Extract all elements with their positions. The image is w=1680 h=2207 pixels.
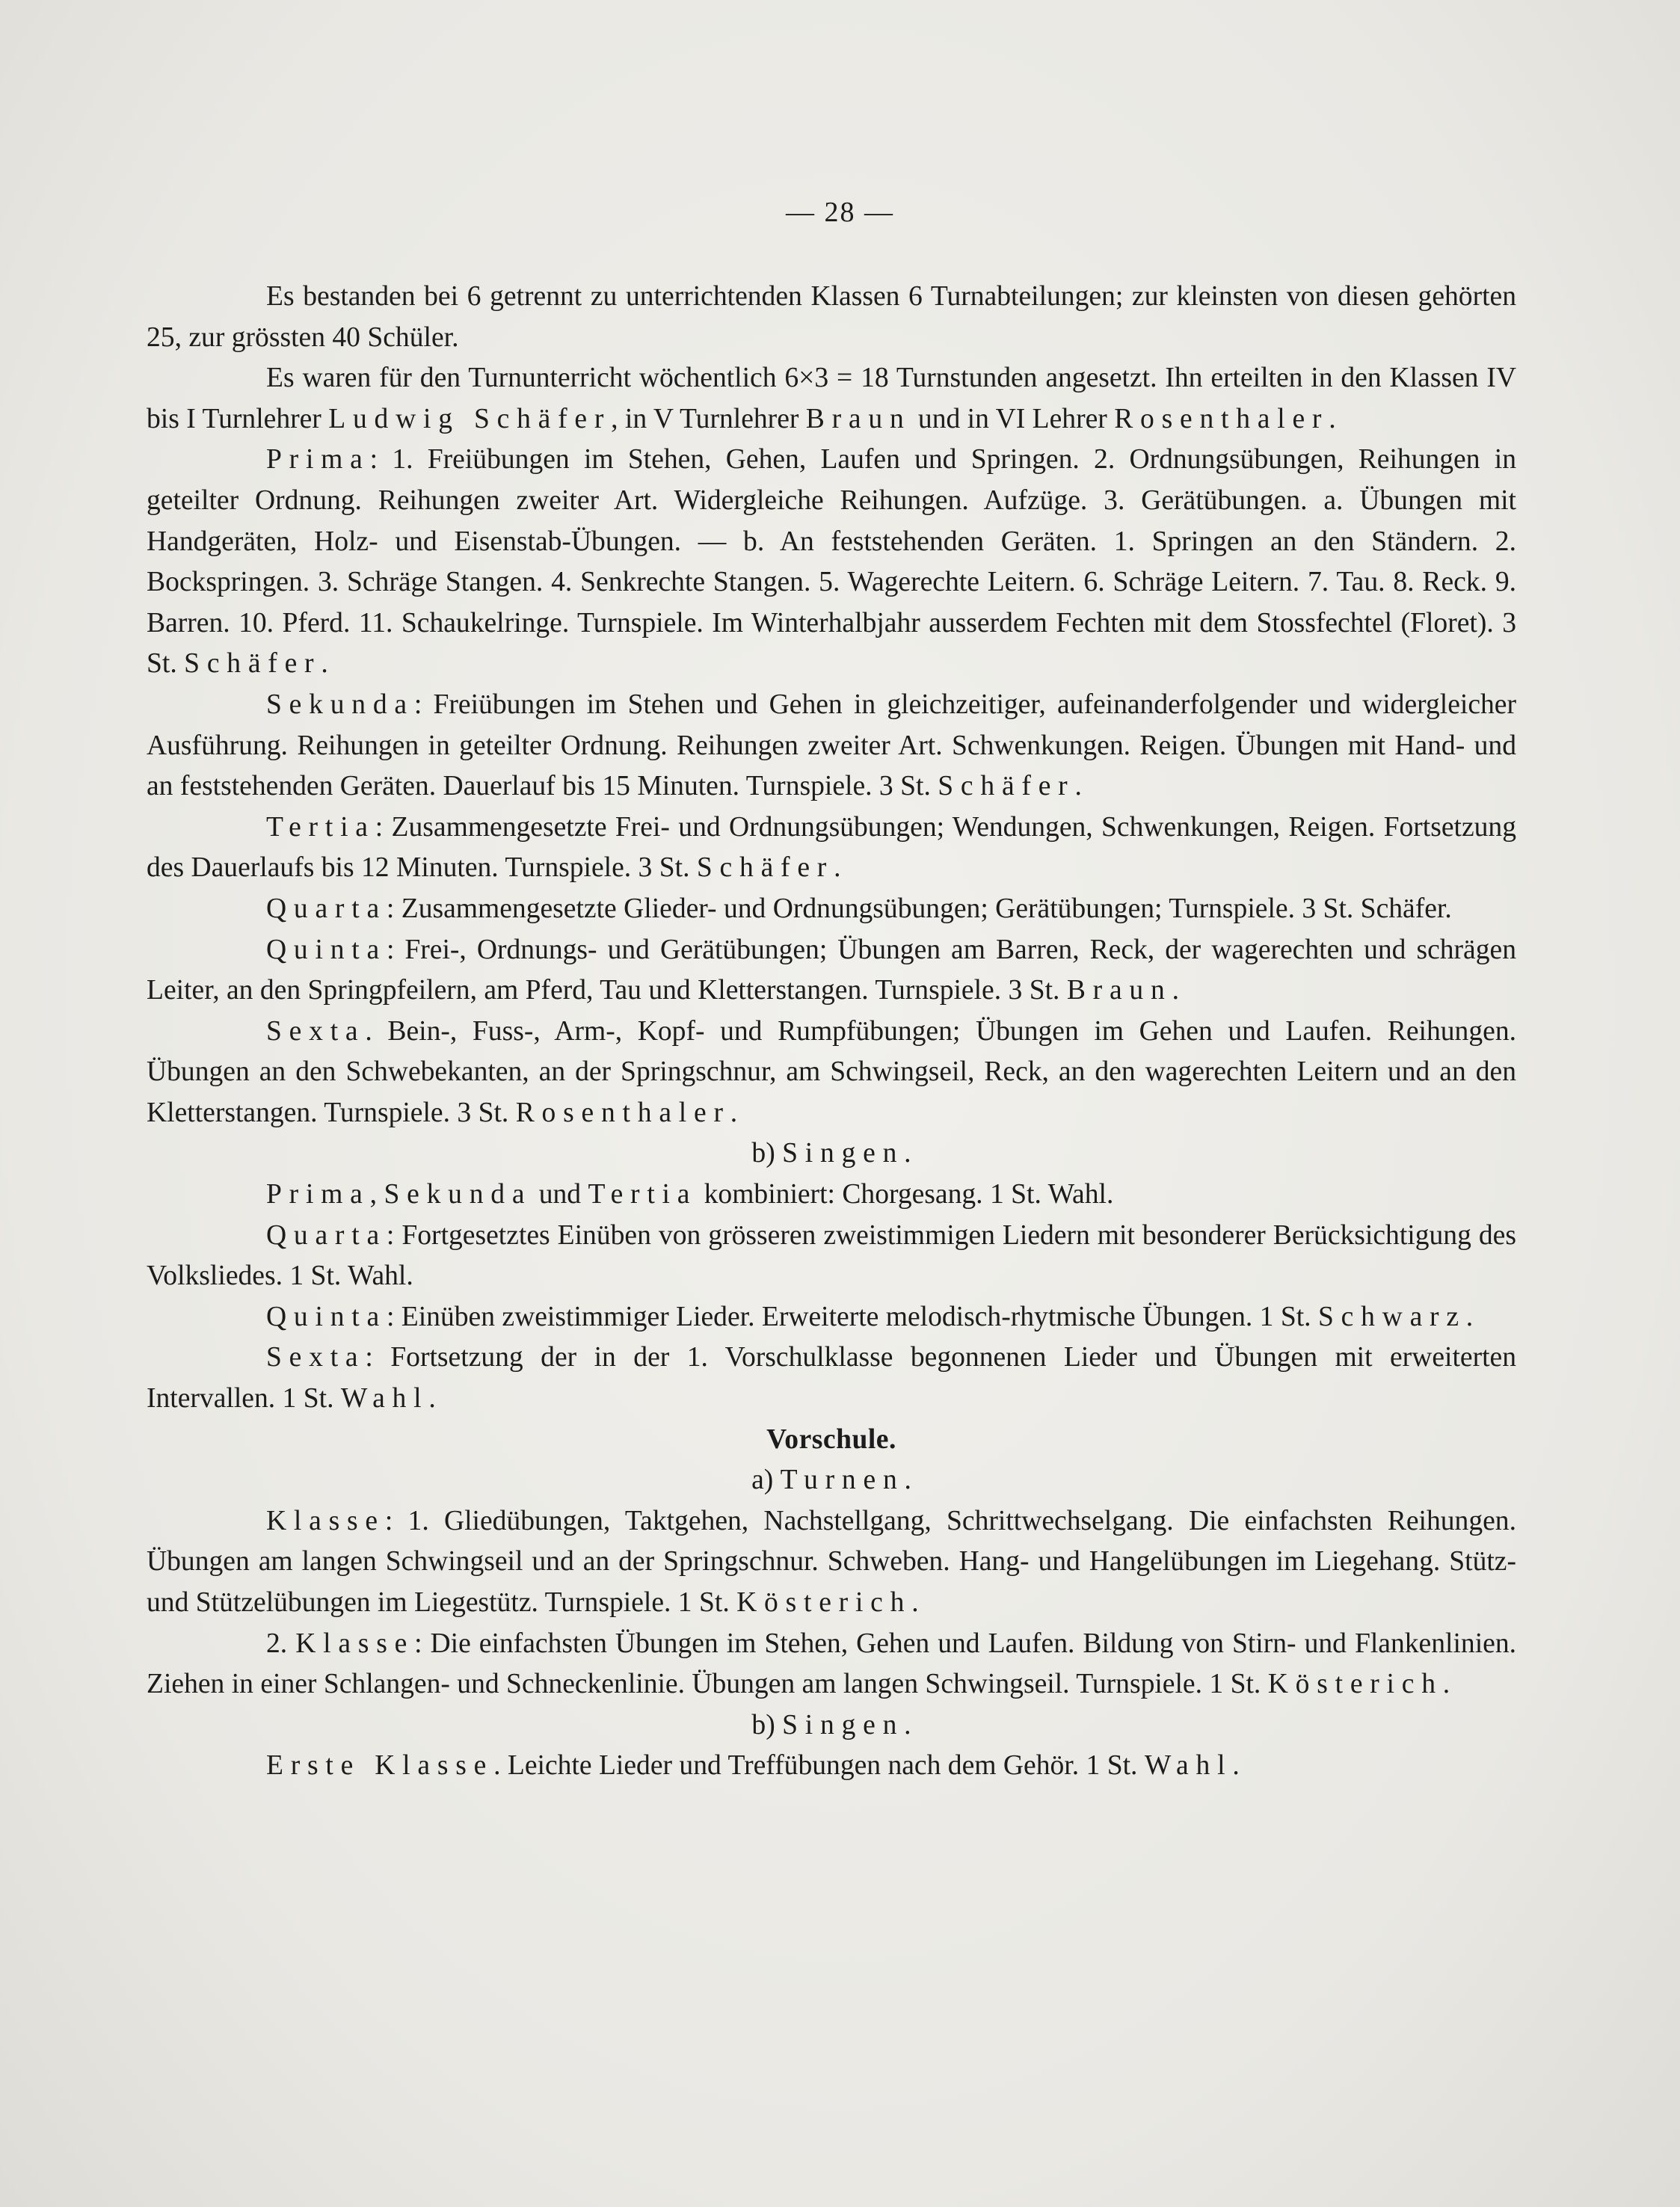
text-run: . Leichte Lieder und Treffübungen nach dem Gehör. 1 St. <box>493 1750 1145 1782</box>
text-run: . <box>321 648 328 680</box>
spaced-name: Tertia <box>266 811 375 843</box>
paragraph <box>147 277 1516 358</box>
text-run: . <box>1074 771 1082 802</box>
paragraph <box>147 358 1516 440</box>
text-run: . <box>834 852 841 884</box>
spaced-name: Sekunda <box>266 689 414 720</box>
paragraph <box>147 440 1516 685</box>
text-run: : Zusammengesetzte Frei- und Ordnungsübungen; Wendungen, Schwenkungen, Reigen. Fortsetzung des Dauerlaufs bis 12 Minuten. Turnspiele. 3 St. <box>147 811 1516 884</box>
spaced-name: Prima <box>266 444 370 475</box>
text-run: Es waren für den Turnunterricht wöchentlich 6×3 = 18 Turnstunden angesetzt. Ihn erteilten in den Klassen IV bis I Turnlehrer <box>147 363 1516 434</box>
text-run: : Fortgesetztes Einüben von grösseren zweistimmigen Liedern mit besonderer Berücksichtigung des Volksliedes. 1 St. Wahl. <box>147 1219 1516 1292</box>
text-run: . <box>1232 1750 1240 1782</box>
spaced-name: Klasse <box>295 1628 415 1659</box>
page-number: — 28 — <box>786 197 894 228</box>
text-run: : 1. Gliedübungen, Taktgehen, Nachstellgang, Schrittwechselgang. Die einfachsten Reihungen. Übungen am langen Schwingseil und an der Springschnur. Schweben. Hang- und Hangelübungen im Liegehang. Stütz- und Stützelübungen im Liegestütz. Turnspiele. 1 St. <box>147 1505 1516 1618</box>
spaced-name: Sexta <box>266 1342 366 1373</box>
section-heading <box>147 1420 1516 1461</box>
spaced-name: Braun <box>805 403 911 434</box>
text-run: kombiniert: Chorgesang. 1 St. Wahl. <box>697 1179 1114 1210</box>
text-run: . <box>428 1383 436 1415</box>
spaced-name: Erste Klasse <box>266 1750 494 1782</box>
paragraph <box>147 1175 1516 1216</box>
spaced-name: Wahl <box>1144 1750 1233 1782</box>
paragraph <box>147 1624 1516 1705</box>
text-run: a) <box>751 1465 781 1496</box>
spaced-name: Quinta <box>266 1301 387 1332</box>
paragraph <box>147 889 1516 930</box>
paragraph <box>147 1338 1516 1419</box>
text-run: 2. <box>266 1628 296 1659</box>
spaced-name: Sekunda <box>384 1179 532 1210</box>
text-run: : Zusammengesetzte Glieder- und Ordnungsübungen; Gerätübungen; Turnspiele. 3 St. Schäfer. <box>386 893 1452 924</box>
spaced-name: Quarta <box>266 1219 387 1251</box>
spaced-name: Kösterich <box>736 1587 912 1618</box>
text-run: : Einüben zweistimmiger Lieder. Erweiterte melodisch-rhytmische Übungen. 1 St. <box>386 1301 1318 1332</box>
text-run: : Frei-, Ordnungs- und Gerätübungen; Übungen am Barren, Reck, der wagerechten und schrägen Leiter, an den Springpfeilern, am Pferd, Tau und Kletterstangen. Turnspiele. 3 St. <box>147 934 1516 1006</box>
text-run: b) <box>751 1709 783 1740</box>
spaced-name: Braun <box>1066 975 1172 1006</box>
text-run: . <box>1172 975 1179 1006</box>
spaced-name: Singen <box>782 1709 905 1740</box>
text-run: . <box>904 1465 911 1496</box>
paragraph <box>147 1746 1516 1787</box>
page-body-text <box>147 277 1516 1787</box>
spaced-name: Sexta <box>266 1015 366 1047</box>
text-run: : 1. Freiübungen im Stehen, Gehen, Laufen und Springen. 2. Ordnungsübungen, Reihungen in geteilter Ordnung. Reihungen zweiter Art. Widergleiche Reihungen. Aufzüge. 3. Gerätübungen. a. Übungen mit Handgeräten, Holz- und Eisenstab-Übungen. — b. An feststehenden Geräten. 1. Springen an den Ständern. 2. Bockspringen. 3. Schräge Stangen. 4. Senkrechte Stangen. 5. Wagerechte Leitern. 6. Schräge Leitern. 7. Tau. 8. Reck. 9. Barren. 10. Pferd. 11. Schaukelringe. Turnspiele. Im Winterhalbjahr ausserdem Fechten mit dem Stossfechtel (Floret). 3 St. <box>147 444 1516 680</box>
text-run: Es bestanden bei 6 getrennt zu unterrichtenden Klassen 6 Turnabteilungen; zur kleinsten von diesen gehörten 25, zur grössten 40 Schüler. <box>147 281 1516 353</box>
paragraph <box>147 1297 1516 1338</box>
subsection-heading <box>147 1133 1516 1175</box>
text-run: , in V Turnlehrer <box>611 403 806 434</box>
spaced-name: Klasse <box>266 1505 385 1536</box>
subsection-heading <box>147 1705 1516 1746</box>
spaced-name: Schäfer <box>696 852 834 884</box>
paragraph <box>147 685 1516 807</box>
paragraph <box>147 1216 1516 1297</box>
spaced-name: Schwarz <box>1317 1301 1466 1332</box>
spaced-name: Rosenthaler <box>515 1097 730 1128</box>
text-run: . <box>904 1709 911 1740</box>
text-run: . <box>1329 403 1336 434</box>
text-run: b) <box>751 1138 783 1169</box>
spaced-name: Rosenthaler <box>1114 403 1329 434</box>
subsection-heading <box>147 1460 1516 1501</box>
paragraph <box>147 807 1516 889</box>
text-run: . <box>1442 1669 1450 1700</box>
spaced-name: Schäfer <box>938 771 1075 802</box>
paragraph <box>147 1501 1516 1624</box>
spaced-name: Kösterich <box>1267 1669 1443 1700</box>
spaced-name: Quarta <box>266 893 387 924</box>
text-run: . <box>911 1587 919 1618</box>
text-run: , <box>369 1179 384 1210</box>
spaced-name: Singen <box>782 1138 905 1169</box>
text-run: Vorschule. <box>766 1423 896 1455</box>
text-run: : Die einfachsten Übungen im Stehen, Gehen und Laufen. Bildung von Stirn- und Flankenlinien. Ziehen in einer Schlangen- und Schneckenlinie. Übungen am langen Schwingseil. Turnspiele. 1 St. <box>147 1628 1516 1700</box>
spaced-name: Tertia <box>588 1179 698 1210</box>
text-run: : Fortsetzung der in der 1. Vorschulklasse begonnenen Lieder und Übungen mit erweiterten Intervallen. 1 St. <box>147 1342 1516 1415</box>
text-run: : Freiübungen im Stehen und Gehen in gleichzeitiger, aufeinanderfolgender und widergleicher Ausführung. Reihungen in geteilter Ordnung. Reihungen zweiter Art. Schwenkungen. Reigen. Übungen mit Hand- und an feststehenden Geräten. Dauerlauf bis 15 Minuten. Turnspiele. 3 St. <box>147 689 1516 802</box>
text-run: . <box>1465 1301 1474 1332</box>
paragraph <box>147 930 1516 1012</box>
text-run: . <box>730 1097 738 1128</box>
text-run: . <box>904 1138 911 1169</box>
text-run: und in VI Lehrer <box>911 403 1115 434</box>
text-run: und <box>532 1179 588 1210</box>
spaced-name: Schäfer <box>184 648 321 680</box>
spaced-name: Prima <box>266 1179 370 1210</box>
spaced-name: Ludwig Schäfer <box>328 403 612 434</box>
paragraph <box>147 1012 1516 1134</box>
spaced-name: Quinta <box>266 934 387 965</box>
spaced-name: Wahl <box>340 1383 429 1415</box>
spaced-name: Turnen <box>780 1465 905 1496</box>
text-run: . Bein-, Fuss-, Arm-, Kopf- und Rumpfübungen; Übungen im Gehen und Laufen. Reihungen. Übungen an den Schwebekanten, an der Springschnur, am Schwingseil, Reck, an den wagerechten Leitern und an den Kletterstangen. Turnspiele. 3 St. <box>147 1015 1516 1128</box>
